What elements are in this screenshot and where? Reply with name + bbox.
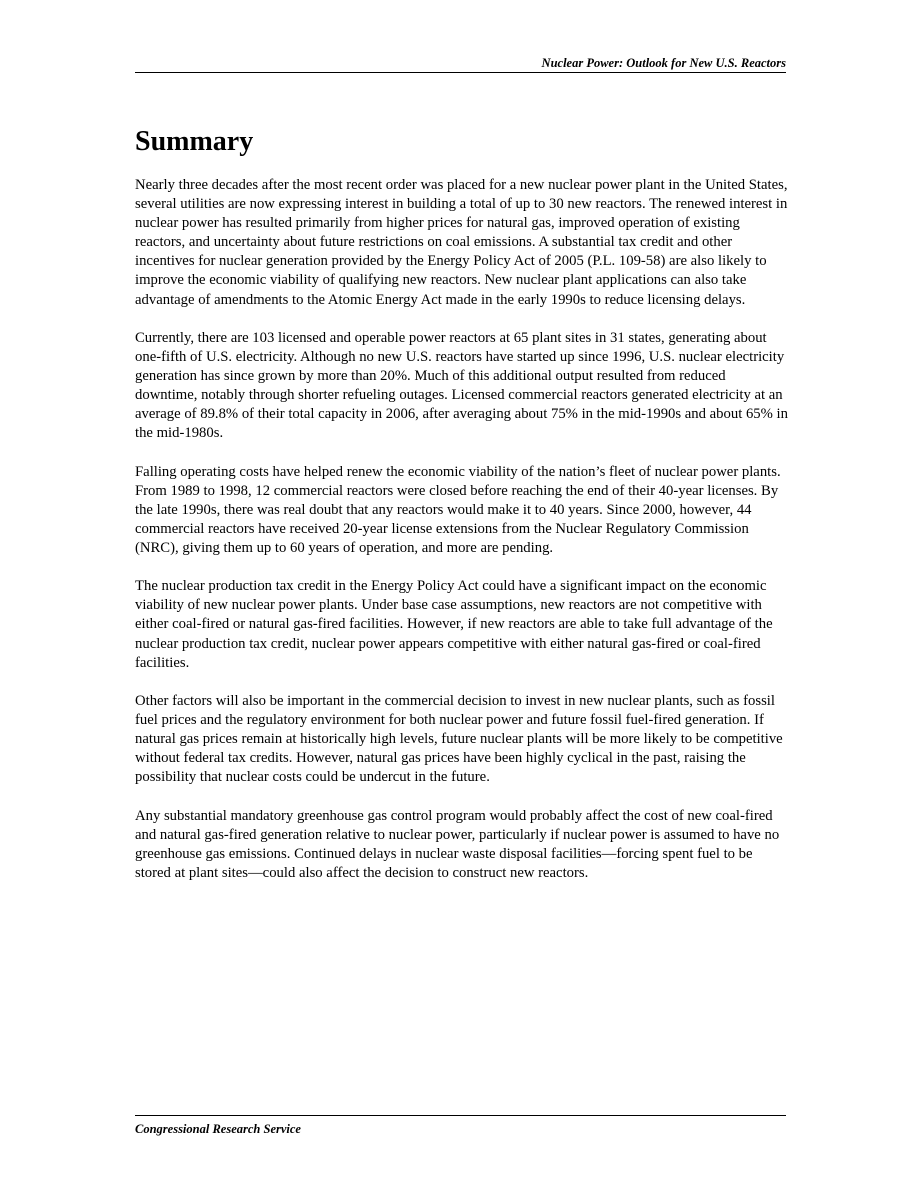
- page-title: Summary: [135, 126, 254, 157]
- summary-body: [135, 176, 790, 902]
- footer-organization: Congressional Research Service: [135, 1122, 301, 1136]
- paragraph-1: Nearly three decades after the most recent order was placed for a new nuclear power plant in the United States, several utilities are now expressing interest in building a total of up to 30 new reactors. The renewed interest in nuclear power has resulted primarily from higher prices for natural gas, improved operation of existing reactors, and uncertainty about future restrictions on coal emissions. A substantial tax credit and other incentives for nuclear generation provided by the Energy Policy Act of 2005 (P.L. 109-58) are also likely to improve the economic viability of qualifying new reactors. New nuclear plant applications can also take advantage of amendments to the Atomic Energy Act made in the early 1990s to reduce licensing delays.: [135, 177, 788, 308]
- paragraph-4: The nuclear production tax credit in the Energy Policy Act could have a significant impact on the economic viability of new nuclear power plants. Under base case assumptions, new reactors are not competitive with either coal-fired or natural gas-fired facilities. However, if new reactors are able to take full advantage of the nuclear production tax credit, nuclear power appears competitive with either natural gas-fired or coal-fired facilities.: [135, 578, 773, 671]
- paragraph-5: Other factors will also be important in the commercial decision to invest in new nuclear plants, such as fossil fuel prices and the regulatory environment for both nuclear power and future fossil fuel-fired generation. If natural gas prices remain at historically high levels, future nuclear plants will be more likely to be competitive without federal tax credits. However, natural gas prices have been highly cyclical in the past, raising the possibility that nuclear costs could be undercut in the future.: [135, 692, 783, 786]
- paragraph-2: Currently, there are 103 licensed and operable power reactors at 65 plant sites in 31 states, generating about one-fifth of U.S. electricity. Although no new U.S. reactors have started up since 1996, U.S. nuclear electricity generation has since grown by more than 20%. Much of this additional output resulted from reduced downtime, notably through shorter refueling outages. Licensed commercial reactors generated electricity at an average of 89.8% of their total capacity in 2006, after averaging about 75% in the mid-1990s and about 65% in the mid-1980s.: [135, 329, 788, 442]
- running-header-title: Nuclear Power: Outlook for New U.S. Reactors: [541, 56, 786, 70]
- running-header: [135, 55, 786, 73]
- paragraph-3: Falling operating costs have helped renew the economic viability of the nation’s fleet of nuclear power plants. From 1989 to 1998, 12 commercial reactors were closed before reaching the end of their 40-year licenses. By the late 1990s, there was real doubt that any reactors would make it to 40 years. Since 2000, however, 44 commercial reactors have received 20-year license extensions from the Nuclear Regulatory Commission (NRC), giving them up to 60 years of operation, and more are pending.: [135, 463, 781, 556]
- paragraph-6: Any substantial mandatory greenhouse gas control program would probably affect the cost of new coal-fired and natural gas-fired generation relative to nuclear power, particularly if nuclear power is assumed to have no greenhouse gas emissions. Continued delays in nuclear waste disposal facilities—forcing spent fuel to be stored at plant sites—could also affect the decision to construct new reactors.: [135, 807, 780, 881]
- running-footer: [135, 1115, 786, 1137]
